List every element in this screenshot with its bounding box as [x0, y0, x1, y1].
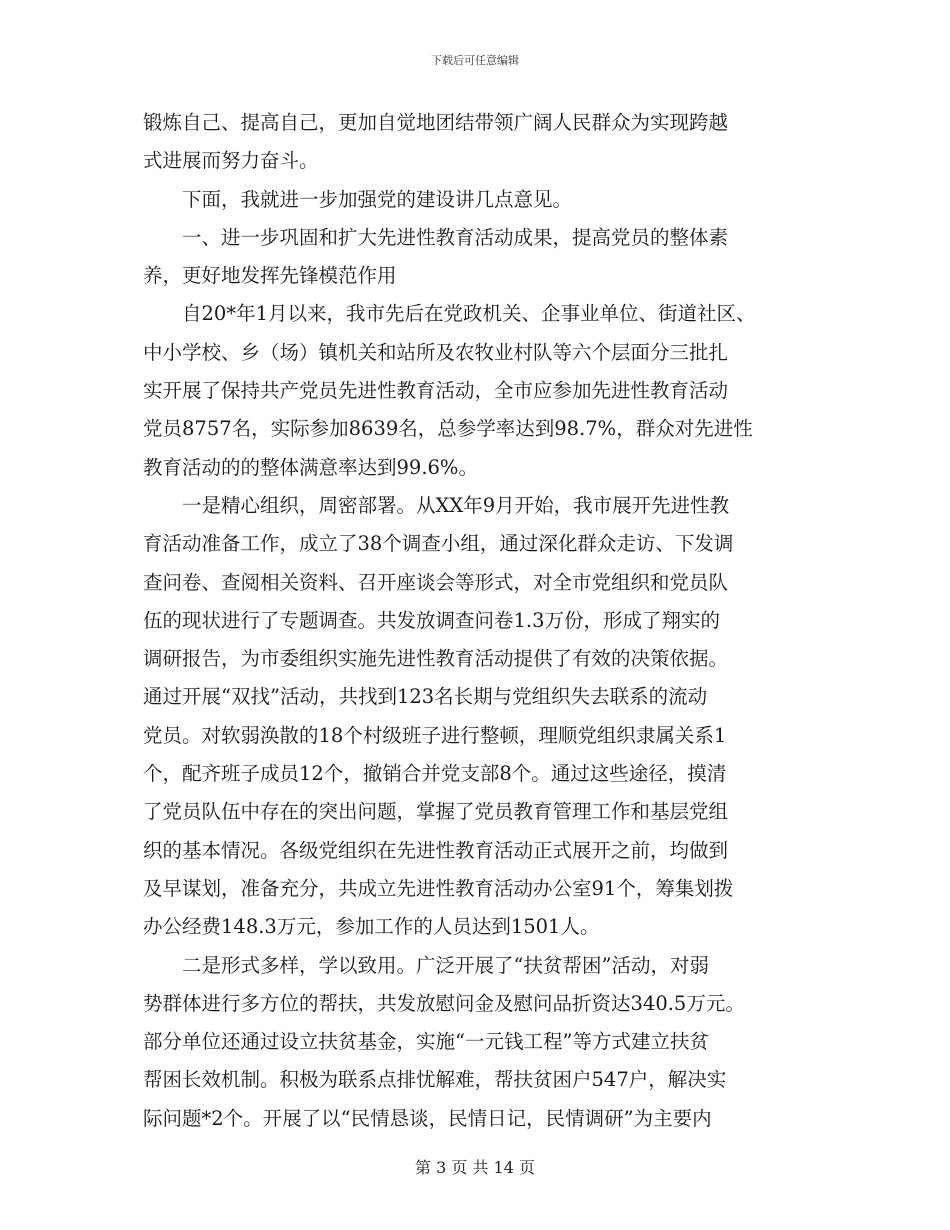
text-line: 教育活动的的整体满意率达到99.6%。 [143, 455, 478, 479]
text-line: 调研报告，为市委组织实施先进性教育活动提供了有效的决策依据。 [143, 647, 729, 671]
text-line: 党员。对软弱涣散的18个村级班子进行整顿，理顺党组织隶属关系1 [143, 723, 727, 747]
page-header-note: 下载后可任意编辑 [431, 54, 519, 67]
text-line: 中小学校、乡（场）镇机关和站所及农牧业村队等六个层面分三批扎 [143, 340, 729, 364]
text-line: 实开展了保持共产党员先进性教育活动，全市应参加先进性教育活动 [143, 379, 729, 403]
text-line: 际问题*2个。开展了以“民情恳谈，民情日记，民情调研”为主要内 [143, 1106, 712, 1130]
text-line: 自20*年1月以来，我市先后在党政机关、企事业单位、街道社区、 [182, 302, 756, 326]
text-line: 了党员队伍中存在的突出问题，掌握了党员教育管理工作和基层党组 [143, 800, 729, 824]
text-line: 一是精心组织，周密部署。从XX年9月开始，我市展开先进性教 [182, 493, 730, 517]
text-line: 办公经费148.3万元，参加工作的人员达到1501人。 [143, 915, 600, 939]
text-line: 帮困长效机制。积极为联系点排忧解难，帮扶贫困户547户，解决实 [143, 1068, 727, 1092]
text-line: 查问卷、查阅相关资料、召开座谈会等形式，对全市党组织和党员队 [143, 570, 729, 594]
text-line: 式进展而努力奋斗。 [143, 149, 319, 173]
text-line: 个，配齐班子成员12个，撤销合并党支部8个。通过这些途径，摸清 [143, 762, 727, 786]
document-body [143, 104, 807, 1138]
text-line: 二是形式多样，学以致用。广泛开展了“扶贫帮困”活动，对弱 [182, 953, 709, 977]
text-line: 织的基本情况。各级党组织在先进性教育活动正式展开之前，均做到 [143, 838, 729, 862]
text-line: 育活动准备工作，成立了38个调查小组，通过深化群众走访、下发调 [143, 532, 734, 556]
text-line: 养，更好地发挥先锋模范作用 [143, 264, 397, 288]
text-line: 一、进一步巩固和扩大先进性教育活动成果，提高党员的整体素 [182, 225, 729, 249]
text-line: 部分单位还通过设立扶贫基金，实施“一元钱工程”等方式建立扶贫 [143, 1030, 709, 1054]
text-line: 通过开展“双找”活动，共找到123名长期与党组织失去联系的流动 [143, 685, 708, 709]
text-line: 伍的现状进行了专题调查。共发放调查问卷1.3万份，形成了翔实的 [143, 608, 721, 632]
text-line: 及早谋划，准备充分，共成立先进性教育活动办公室91个，筹集划拨 [143, 876, 734, 900]
text-line: 势群体进行多方位的帮扶，共发放慰问金及慰问品折资达340.5万元。 [143, 991, 745, 1015]
text-line: 党员8757名，实际参加8639名，总参学率达到98.7%，群众对先进性 [143, 417, 753, 441]
text-line: 下面，我就进一步加强党的建设讲几点意见。 [182, 187, 573, 211]
text-line: 锻炼自己、提高自己，更加自觉地团结带领广阔人民群众为实现跨越 [143, 111, 729, 134]
page-number: 第 3 页 共 14 页 [415, 1158, 535, 1177]
